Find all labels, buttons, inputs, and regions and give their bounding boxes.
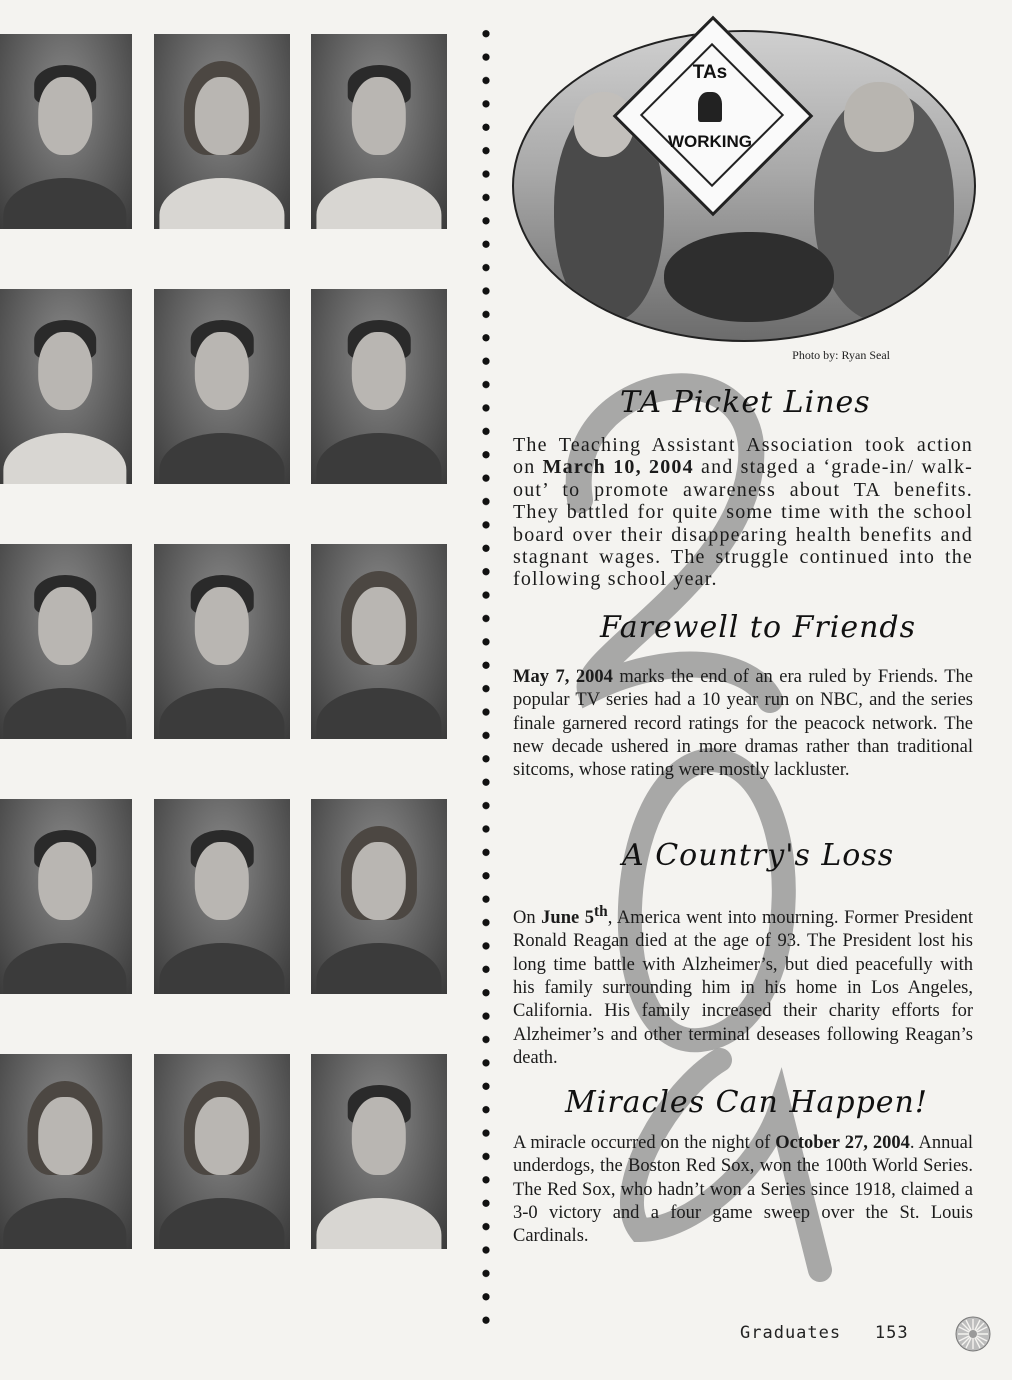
portrait-body — [316, 688, 441, 739]
working-figure-icon — [698, 92, 722, 122]
portrait-head — [352, 587, 406, 665]
heading-a-countrys-loss: A Country's Loss — [622, 838, 895, 873]
portrait-head — [38, 77, 92, 155]
heading-ta-picket-lines: TA Picket Lines — [620, 385, 871, 420]
portrait-photo — [311, 1054, 447, 1249]
page-number: 153 — [874, 1323, 909, 1343]
photo-credit: Photo by: Ryan Seal — [792, 348, 890, 362]
portrait-photo — [0, 544, 132, 739]
paragraph-reagan: On June 5th, America went into mourning. Former President Ronald Reagan died at the age of 93. The President lost his long time battle with Alzheimer’s, but died peacefully with his family surrounding him in his home in Los Angeles, California. His family increased their charity efforts for Alzheimer’s and other terminal deseases following Reagan’s death. — [513, 903, 973, 1068]
portrait-head — [352, 332, 406, 410]
portrait-body — [316, 943, 441, 994]
dotted-divider — [480, 22, 492, 1332]
portrait-head — [38, 842, 92, 920]
portrait-photo — [154, 799, 290, 994]
portrait-head — [195, 332, 249, 410]
portrait-head — [195, 587, 249, 665]
portrait-head — [38, 332, 92, 410]
portrait-photo — [311, 799, 447, 994]
portrait-photo — [311, 34, 447, 229]
portrait-body — [3, 1198, 126, 1249]
heading-farewell-to-friends: Farewell to Friends — [600, 610, 916, 645]
portrait-head — [352, 1097, 406, 1175]
portrait-head — [195, 842, 249, 920]
portrait-head — [195, 77, 249, 155]
portrait-body — [159, 433, 284, 484]
paragraph-red-sox: A miracle occurred on the night of October 27, 2004. Annual underdogs, the Boston Red Sox, won the 100th World Series. The Red Sox, who hadn’t won a Series since 1918, claimed a 3-0 victory and a four game sweep over the St. Louis Cardinals. — [513, 1133, 973, 1247]
sign-text-bottom: WORKING — [667, 132, 753, 151]
portrait-body — [3, 943, 126, 994]
portrait-photo — [0, 799, 132, 994]
portrait-photo — [154, 289, 290, 484]
portrait-photo — [0, 289, 132, 484]
portrait-head — [352, 77, 406, 155]
portrait-body — [159, 1198, 284, 1249]
portrait-body — [316, 178, 441, 229]
portrait-head — [352, 842, 406, 920]
portrait-photo — [311, 544, 447, 739]
portrait-body — [159, 688, 284, 739]
sign-text-top: TAs — [692, 62, 728, 83]
portrait-photo — [0, 1054, 132, 1249]
portrait-body — [159, 178, 284, 229]
portrait-head — [38, 587, 92, 665]
paragraph-ta: The Teaching Assistant Association took action on March 10, 2004 and staged a ‘grade-in/ walk-out’ to promote awareness about TA benefits. They battled for quite some time with the school board over their disappearing health benefits and stagnant wages. The struggle continued into the following school year. — [513, 434, 973, 591]
footer-section-label: Graduates — [740, 1323, 842, 1343]
portrait-photo — [154, 34, 290, 229]
portrait-body — [3, 688, 126, 739]
portrait-head — [38, 1097, 92, 1175]
page-footer — [740, 1323, 909, 1343]
portrait-photo — [311, 289, 447, 484]
paragraph-friends: May 7, 2004 marks the end of an era ruled by Friends. The popular TV series had a 10 year run on NBC, and the series finale garnered record ratings for the peacock network. The new decade ushered in more dramas rather than traditional sitcoms, whose rating were mostly lackluster. — [513, 667, 973, 781]
portrait-body — [316, 1198, 441, 1249]
portrait-photo — [154, 1054, 290, 1249]
portrait-body — [316, 433, 441, 484]
portrait-body — [159, 943, 284, 994]
portrait-head — [195, 1097, 249, 1175]
sunburst-icon — [955, 1316, 991, 1352]
portrait-photo — [154, 544, 290, 739]
heading-miracles-can-happen: Miracles Can Happen! — [565, 1085, 928, 1120]
portrait-body — [3, 433, 126, 484]
portrait-photo — [0, 34, 132, 229]
portrait-body — [3, 178, 126, 229]
